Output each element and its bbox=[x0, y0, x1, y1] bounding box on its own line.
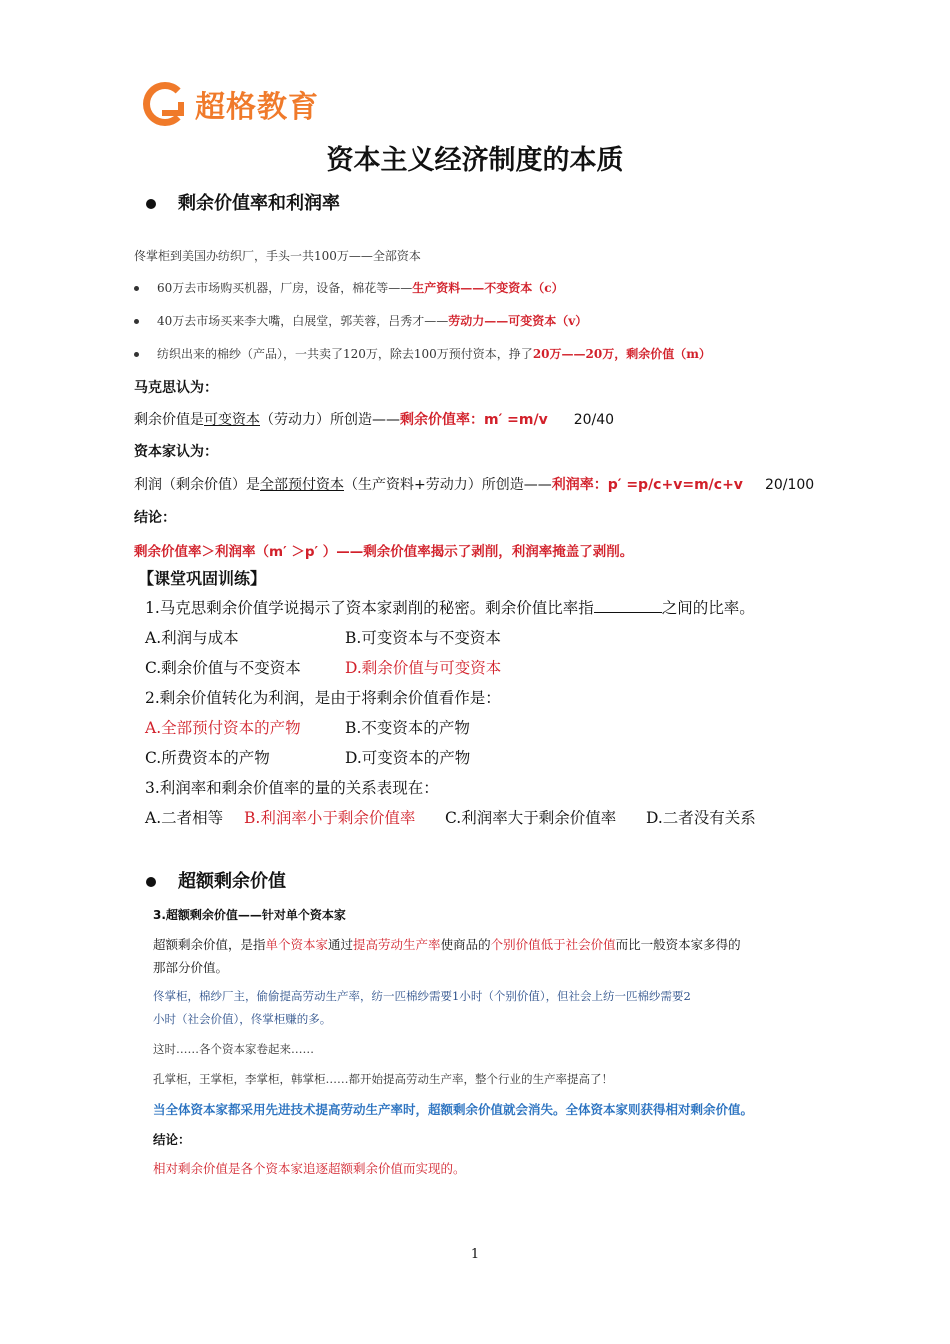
question-3: 3.利润率和剩余价值率的量的关系表现在： bbox=[145, 779, 439, 797]
marx-label: 马克思认为： bbox=[134, 380, 218, 396]
conclusion-2-label: 结论： bbox=[153, 1132, 191, 1147]
section-heading-1: 剩余价值率和利润率 bbox=[146, 189, 340, 215]
bullet-icon bbox=[134, 286, 139, 291]
practice-heading: 【课堂巩固训练】 bbox=[138, 569, 267, 588]
definition-line-1: 超额剩余价值，是指单个资本家通过提高劳动生产率使商品的个别价值低于社会价值而比一般资本家多得的 bbox=[153, 937, 741, 952]
example-line-3: 这时……各个资本家卷起来…… bbox=[153, 1042, 314, 1056]
q1-option-b: B.可变资本与不变资本 bbox=[345, 629, 501, 647]
story-bullet-1: 60万去市场购买机器，厂房，设备，棉花等——生产资料——不变资本（c） bbox=[134, 279, 564, 296]
q3-option-d: D.二者没有关系 bbox=[646, 809, 756, 827]
q2-option-d: D.可变资本的产物 bbox=[345, 749, 471, 767]
bullet-icon bbox=[134, 352, 139, 357]
example-line-4: 孔掌柜，王掌柜，李掌柜，韩掌柜……都开始提高劳动生产率，整个行业的生产率提高了！ bbox=[153, 1072, 613, 1086]
page-title: 资本主义经济制度的本质 bbox=[326, 145, 624, 176]
q1-option-c: C.剩余价值与不变资本 bbox=[145, 659, 301, 677]
subsection-heading: 3.超额剩余价值——针对单个资本家 bbox=[153, 908, 346, 922]
logo bbox=[143, 82, 319, 126]
logo-icon bbox=[143, 82, 187, 126]
q3-option-a: A.二者相等 bbox=[145, 809, 224, 827]
q2-option-c: C.所费资本的产物 bbox=[145, 749, 270, 767]
question-1: 1.马克思剩余价值学说揭示了资本家剥削的秘密。剩余价值比率指 之间的比率。 bbox=[145, 599, 755, 617]
q3-option-b: B.利润率小于剩余价值率 bbox=[244, 809, 416, 827]
question-2: 2.剩余价值转化为利润，是由于将剩余价值看作是： bbox=[145, 689, 501, 707]
example-line-2: 小时（社会价值），佟掌柜赚的多。 bbox=[153, 1012, 332, 1026]
definition-line-2: 那部分价值。 bbox=[153, 960, 229, 975]
section-heading-2: 超额剩余价值 bbox=[146, 867, 286, 893]
answer-blank bbox=[594, 598, 662, 613]
q1-option-a: A.利润与成本 bbox=[145, 629, 239, 647]
conclusion-text: 剩余价值率＞利润率（m′ ＞p′ ）——剩余价值率揭示了剥削，利润率掩盖了剥削。 bbox=[134, 544, 634, 560]
conclusion-label: 结论： bbox=[134, 510, 176, 526]
q2-option-b: B.不变资本的产物 bbox=[345, 719, 470, 737]
story-bullet-3: 纺织出来的棉纱（产品），一共卖了120万，除去100万预付资本，挣了20万——20万，剩余价值（m） bbox=[134, 345, 711, 362]
story-intro: 佟掌柜到美国办纺织厂，手头一共100万——全部资本 bbox=[134, 249, 421, 263]
story-bullet-2: 40万去市场买来李大嘴，白展堂，郭芙蓉，吕秀才——劳动力——可变资本（v） bbox=[134, 312, 587, 329]
q3-option-c: C.利润率大于剩余价值率 bbox=[445, 809, 617, 827]
bullet-icon bbox=[134, 319, 139, 324]
bullet-icon bbox=[146, 877, 156, 887]
q1-option-d: D.剩余价值与可变资本 bbox=[345, 659, 502, 677]
page-number: 1 bbox=[470, 1247, 480, 1262]
logo-text: 超格教育 bbox=[195, 90, 319, 125]
example-line-1: 佟掌柜，棉纱厂主，偷偷提高劳动生产率，纺一匹棉纱需要1小时（个别价值），但社会上纺一匹棉纱需要2 bbox=[153, 989, 691, 1003]
q2-option-a: A.全部预付资本的产物 bbox=[145, 719, 301, 737]
capitalist-statement: 利润（剩余价值）是全部预付资本（生产资料+劳动力）所创造——利润率：p′ =p/c+v=m/c+v 20/100 bbox=[134, 477, 815, 493]
marx-statement: 剩余价值是可变资本（劳动力）所创造——剩余价值率：m′ =m/v 20/40 bbox=[134, 412, 615, 428]
conclusion-2-text: 相对剩余价值是各个资本家追逐超额剩余价值而实现的。 bbox=[153, 1161, 466, 1176]
bullet-icon bbox=[146, 199, 156, 209]
capitalist-label: 资本家认为： bbox=[134, 444, 218, 460]
blue-note: 当全体资本家都采用先进技术提高劳动生产率时，超额剩余价值就会消失。全体资本家则获得相对剩余价值。 bbox=[153, 1102, 754, 1117]
